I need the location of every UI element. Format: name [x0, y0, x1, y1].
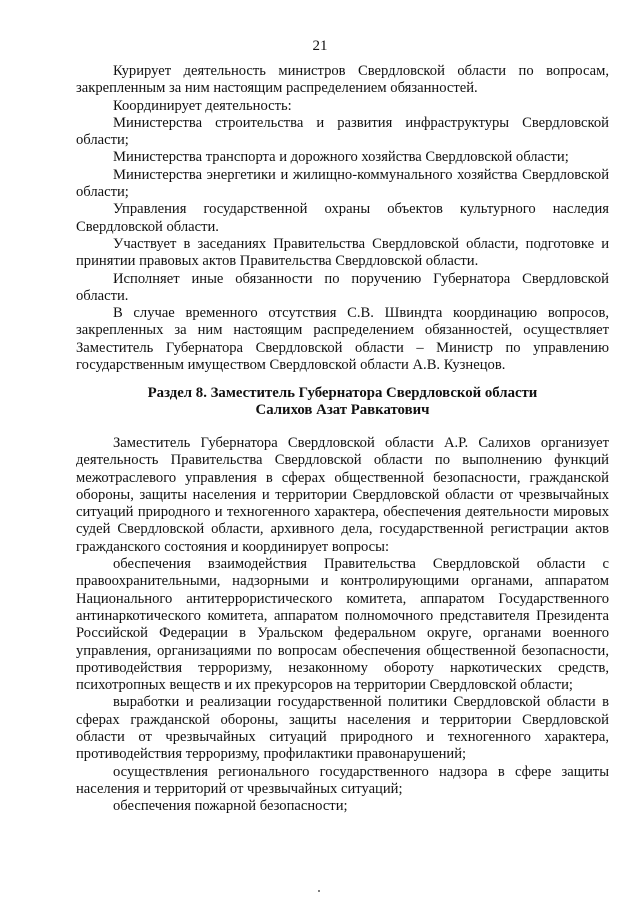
paragraph: выработки и реализации государственной политики Свердловской области в сферах гражданской обороны, защиты населения и территории Свердловской области от чрезвычайных ситуаций природного и техногенного характера, противодействия терроризму, профилактики правонарушений;	[76, 694, 609, 763]
text-block-bottom	[76, 435, 609, 816]
paragraph: Министерства строительства и развития инфраструктуры Свердловской области;	[76, 114, 609, 149]
paragraph: Министерства энергетики и жилищно-коммунального хозяйства Свердловской области;	[76, 166, 609, 201]
paragraph: обеспечения пожарной безопасности;	[113, 798, 348, 815]
text-block-top	[76, 63, 609, 374]
paragraph: Министерства транспорта и дорожного хозяйства Свердловской области;	[113, 149, 569, 166]
paragraph: обеспечения взаимодействия Правительства Свердловской области с правоохранительными, надзорными и контролирующими органами, аппаратом Национального антитеррористического комитета, аппаратом Государственного антинаркотического комитета, аппаратом полномочного представителя Президента Российской Федерации в Уральском федеральном округе, органами военного управления, организациями по вопросам обеспечения общественной безопасности, противодействия терроризму, незаконному обороту наркотических средств, психотропных веществ и их прекурсоров на территории Свердловской области;	[76, 556, 609, 694]
section-person-name: Салихов Азат Равкатович	[255, 402, 430, 419]
scan-speck	[318, 890, 320, 892]
section-heading	[76, 385, 609, 420]
paragraph: Координирует деятельность:	[113, 97, 292, 114]
paragraph: Заместитель Губернатора Свердловской области А.Р. Салихов организует деятельность Правительства Свердловской области по выполнению функций межотраслевого управления в сферах общественной безопасности, гражданской обороны, защиты населения и территории Свердловской области от чрезвычайных ситуаций природного и техногенного характера, обеспечения деятельности мировых судей Свердловской области, архивного дела, государственной регистрации актов гражданского состояния и координирует вопросы:	[76, 435, 609, 555]
paragraph: Участвует в заседаниях Правительства Свердловской области, подготовке и принятии правовых актов Правительства Свердловской области.	[76, 235, 609, 270]
paragraph: В случае временного отсутствия С.В. Швиндта координацию вопросов, закрепленных за ним настоящим распределением обязанностей, осуществляет Заместитель Губернатора Свердловской области – Министр по управлению государственным имуществом Свердловской области А.В. Кузнецов.	[76, 305, 609, 374]
section-title: Раздел 8. Заместитель Губернатора Свердловской области	[147, 385, 538, 401]
paragraph: Курирует деятельность министров Свердловской области по вопросам, закрепленным за ним настоящим распределением обязанностей.	[76, 63, 609, 97]
paragraph: осуществления регионального государственного надзора в сфере защиты населения и территорий от чрезвычайных ситуаций;	[76, 763, 609, 797]
paragraph: Исполняет иные обязанности по поручению Губернатора Свердловской области.	[76, 270, 609, 304]
paragraph: Управления государственной охраны объектов культурного наследия Свердловской области.	[76, 201, 609, 235]
page-number: 21	[312, 38, 328, 54]
